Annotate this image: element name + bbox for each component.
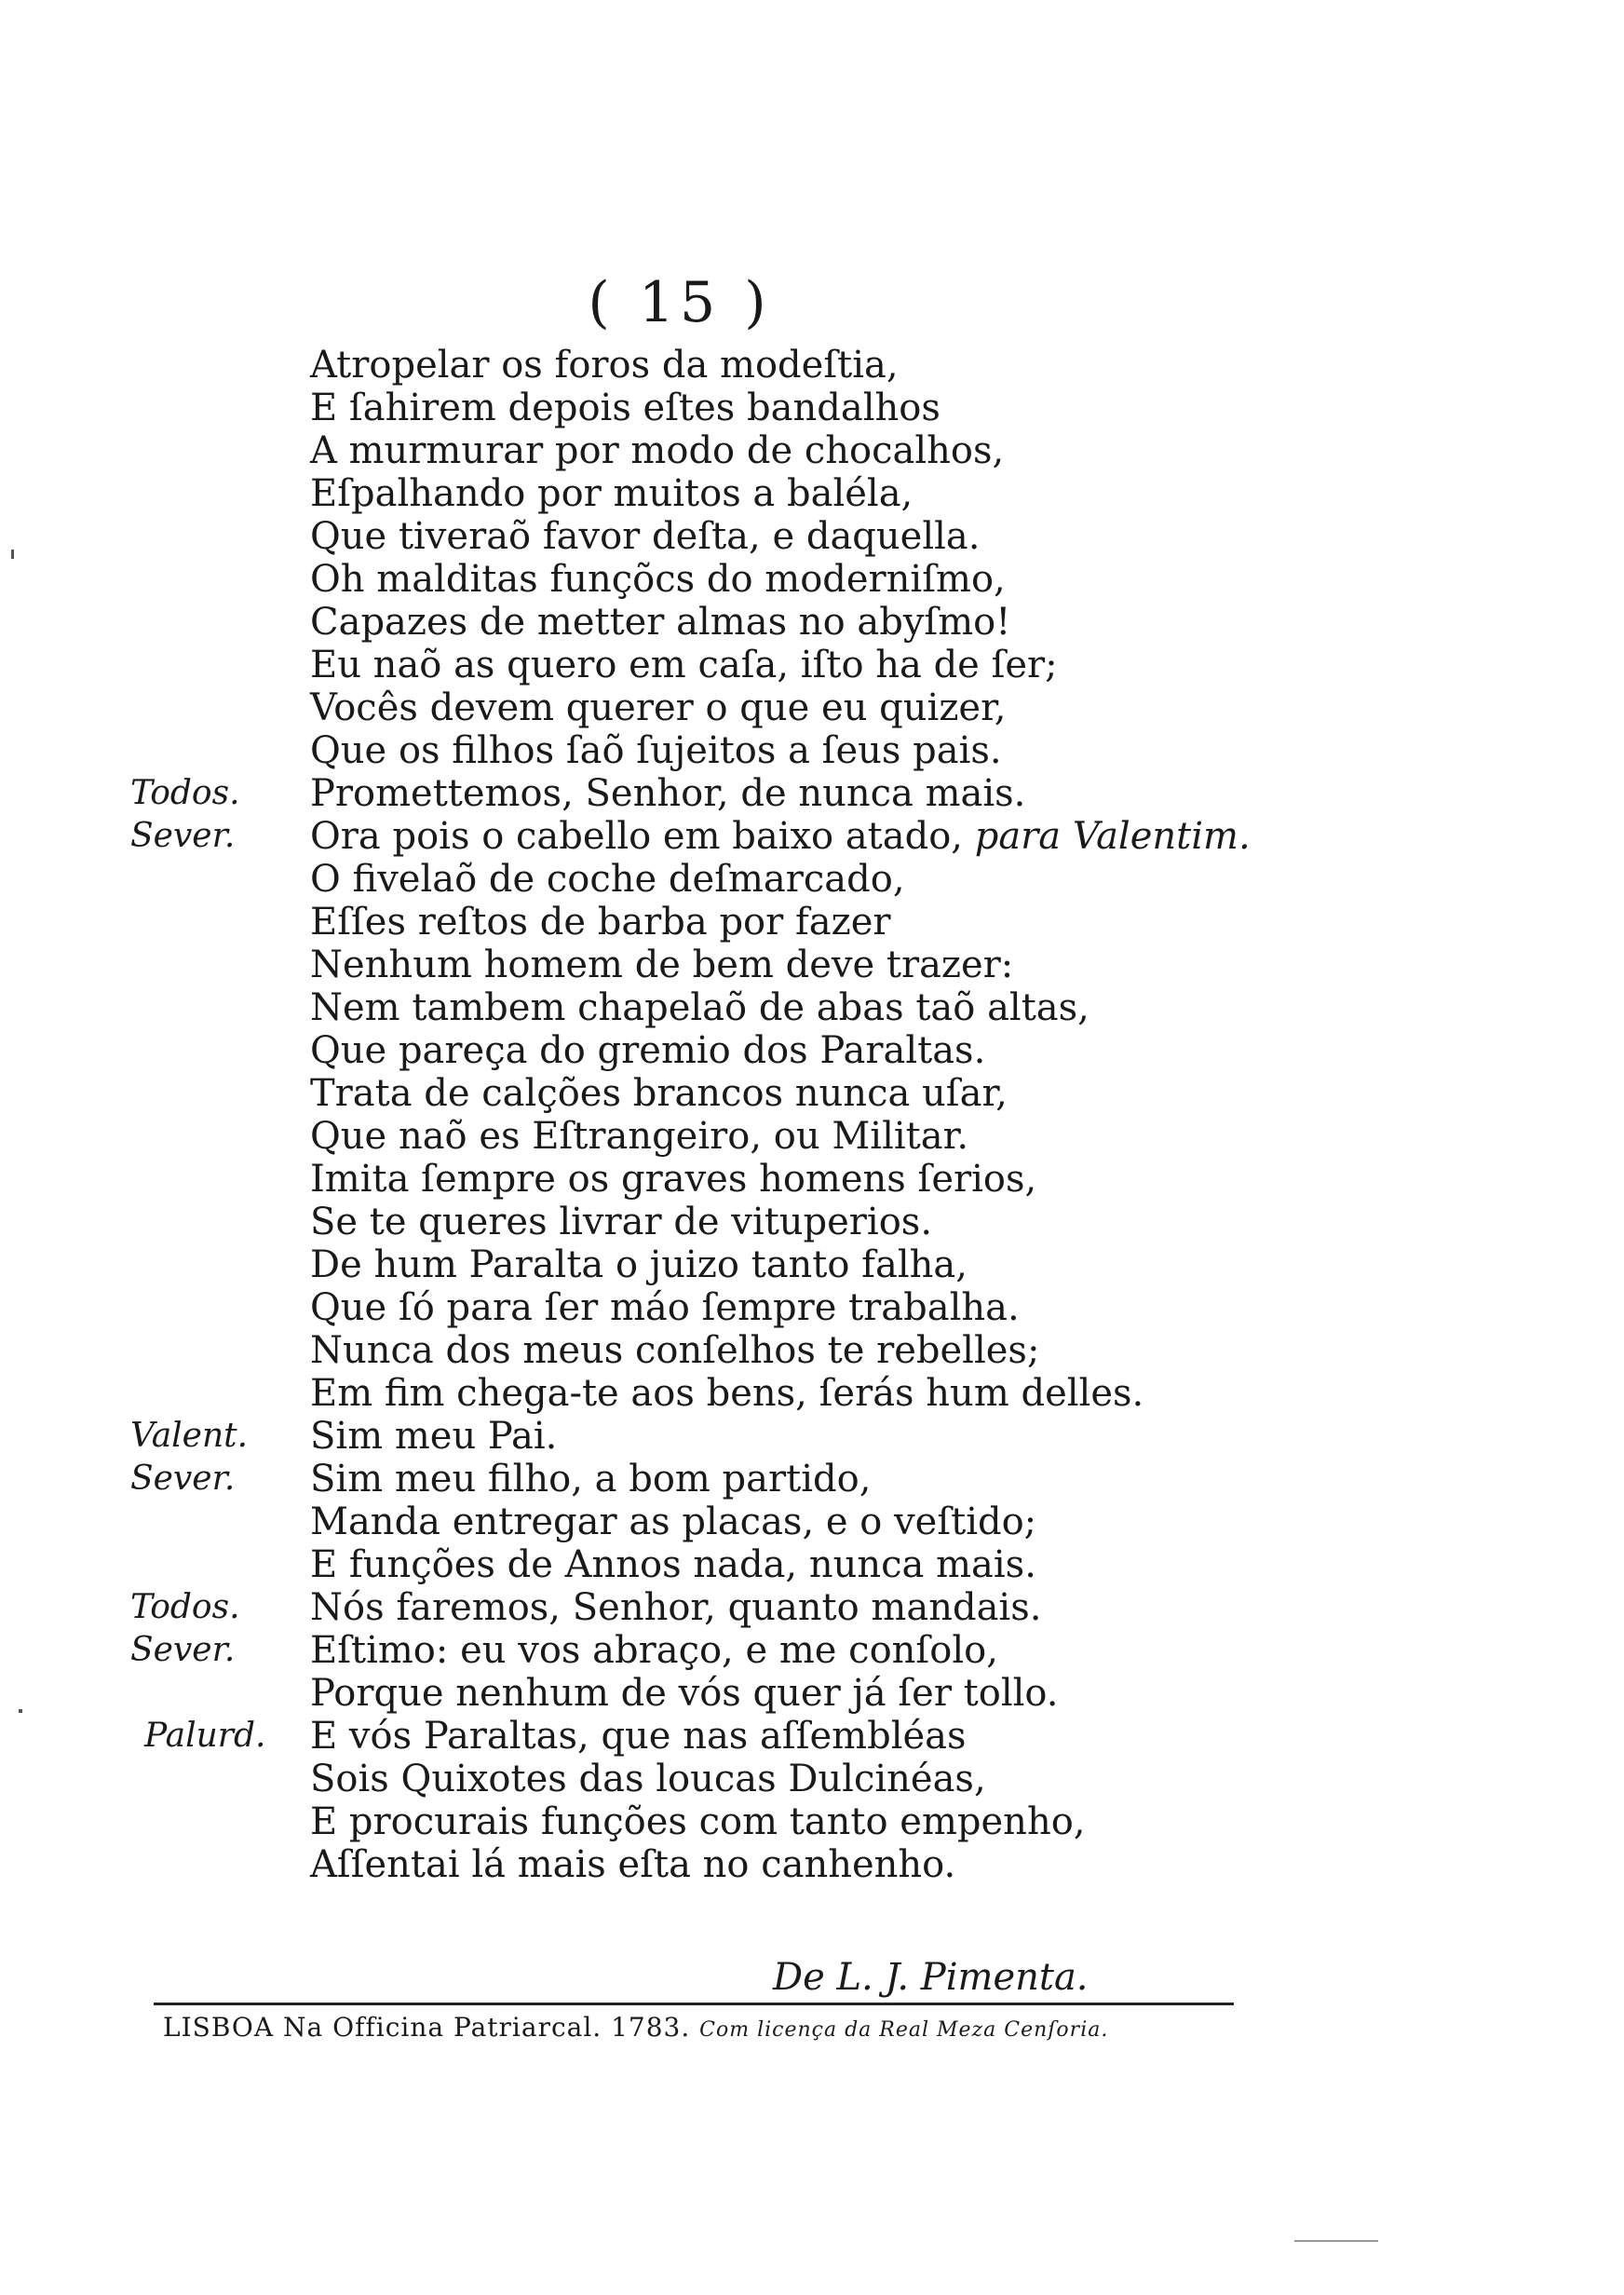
poem-line: A murmurar por modo de chocalhos, (310, 429, 1005, 472)
poem-line-text: Ora pois o cabello em baixo atado, (310, 815, 963, 858)
imprint-press: Na Officina Patriarcal. 1783. (283, 2012, 691, 2043)
speaker-label: Todos. (130, 774, 240, 812)
margin-speck (19, 1709, 22, 1713)
speaker-label: Sever. (130, 817, 236, 855)
poem-line: Nenhum homem de bem deve trazer: (310, 944, 1014, 986)
poem-line: Em fim chega-te aos bens, ſerás hum delles. (310, 1372, 1144, 1415)
footer-rule (154, 2003, 1234, 2005)
imprint-line (163, 2012, 1108, 2043)
speaker-label: Palurd. (144, 1717, 266, 1755)
poem-line: Eſſes reſtos de barba por fazer (310, 901, 891, 944)
poem-line: Eſpalhando por muitos a baléla, (310, 472, 914, 515)
poem-line: Nunca dos meus conſelhos te rebelles; (310, 1329, 1040, 1372)
poem-line: Aſſentai lá mais eſta no canhenho. (310, 1843, 956, 1886)
poem-line: Capazes de metter almas no abyſmo! (310, 601, 1011, 644)
poem-line: Nem tambem chapelaõ de abas taõ altas, (310, 986, 1089, 1029)
poem-line: Imita ſempre os graves homens ſerios, (310, 1158, 1037, 1201)
margin-speck (1294, 2240, 1378, 2242)
poem-line: Vocês devem querer o que eu quizer, (310, 686, 1007, 729)
speaker-label: Todos. (130, 1588, 240, 1626)
margin-speck (11, 550, 14, 559)
poem-line: E funções de Annos nada, nunca mais. (310, 1543, 1036, 1586)
poem-line: Eſtimo: eu vos abraço, e me conſolo, (310, 1629, 998, 1672)
page-number: ( 15 ) (588, 270, 772, 335)
poem-line: Que ſó para ſer máo ſempre trabalha. (310, 1286, 1020, 1329)
imprint-licence: Com licença da Real Meza Cenſoria. (699, 2018, 1109, 2042)
poem-line: E ſahirem depois eſtes bandalhos (310, 387, 941, 429)
speaker-label: Sever. (130, 1631, 236, 1669)
poem-line: Sois Quixotes das loucas Dulcinéas, (310, 1758, 986, 1800)
poem-line: De hum Paralta o juizo tanto falha, (310, 1243, 968, 1286)
poem-line: Eu naõ as quero em caſa, iſto ha de ſer; (310, 644, 1058, 686)
poem-line: Sim meu filho, a bom partido, (310, 1458, 872, 1501)
poem-line: E procurais funções com tanto empenho, (310, 1800, 1086, 1843)
speaker-label: Sever. (130, 1460, 236, 1498)
poem-line: Sim meu Pai. (310, 1415, 558, 1458)
poem-line: Que naõ es Eſtrangeiro, ou Militar. (310, 1115, 969, 1158)
poem-line: Oh malditas funçõcs do moderniſmo, (310, 558, 1006, 601)
author-signature: De L. J. Pimenta. (773, 1956, 1089, 1999)
poem-line: Trata de calções brancos nunca uſar, (310, 1072, 1008, 1115)
poem-line (310, 815, 1251, 858)
stage-direction: para Valentim. (974, 815, 1251, 858)
poem-line: E vós Paraltas, que nas aſſembléas (310, 1715, 967, 1758)
poem-line: Se te queres livrar de vituperios. (310, 1201, 933, 1243)
imprint-place: LISBOA (163, 2012, 275, 2043)
poem-line: Porque nenhum de vós quer já ſer tollo. (310, 1672, 1059, 1715)
poem-line: Que pareça do gremio dos Paraltas. (310, 1029, 986, 1072)
poem-line: Promettemos, Senhor, de nunca mais. (310, 772, 1026, 815)
poem-line: Que os filhos ſaõ ſujeitos a ſeus pais. (310, 729, 1002, 772)
poem-line: O fivelaõ de coche deſmarcado, (310, 858, 905, 901)
poem-line: Manda entregar as placas, e o veſtido; (310, 1501, 1037, 1543)
poem-line: Que tiveraõ favor deſta, e daquella. (310, 515, 981, 558)
speaker-label: Valent. (130, 1417, 249, 1455)
poem-line: Nós faremos, Senhor, quanto mandais. (310, 1586, 1042, 1629)
poem-line: Atropelar os foros da modeſtia, (310, 344, 899, 387)
